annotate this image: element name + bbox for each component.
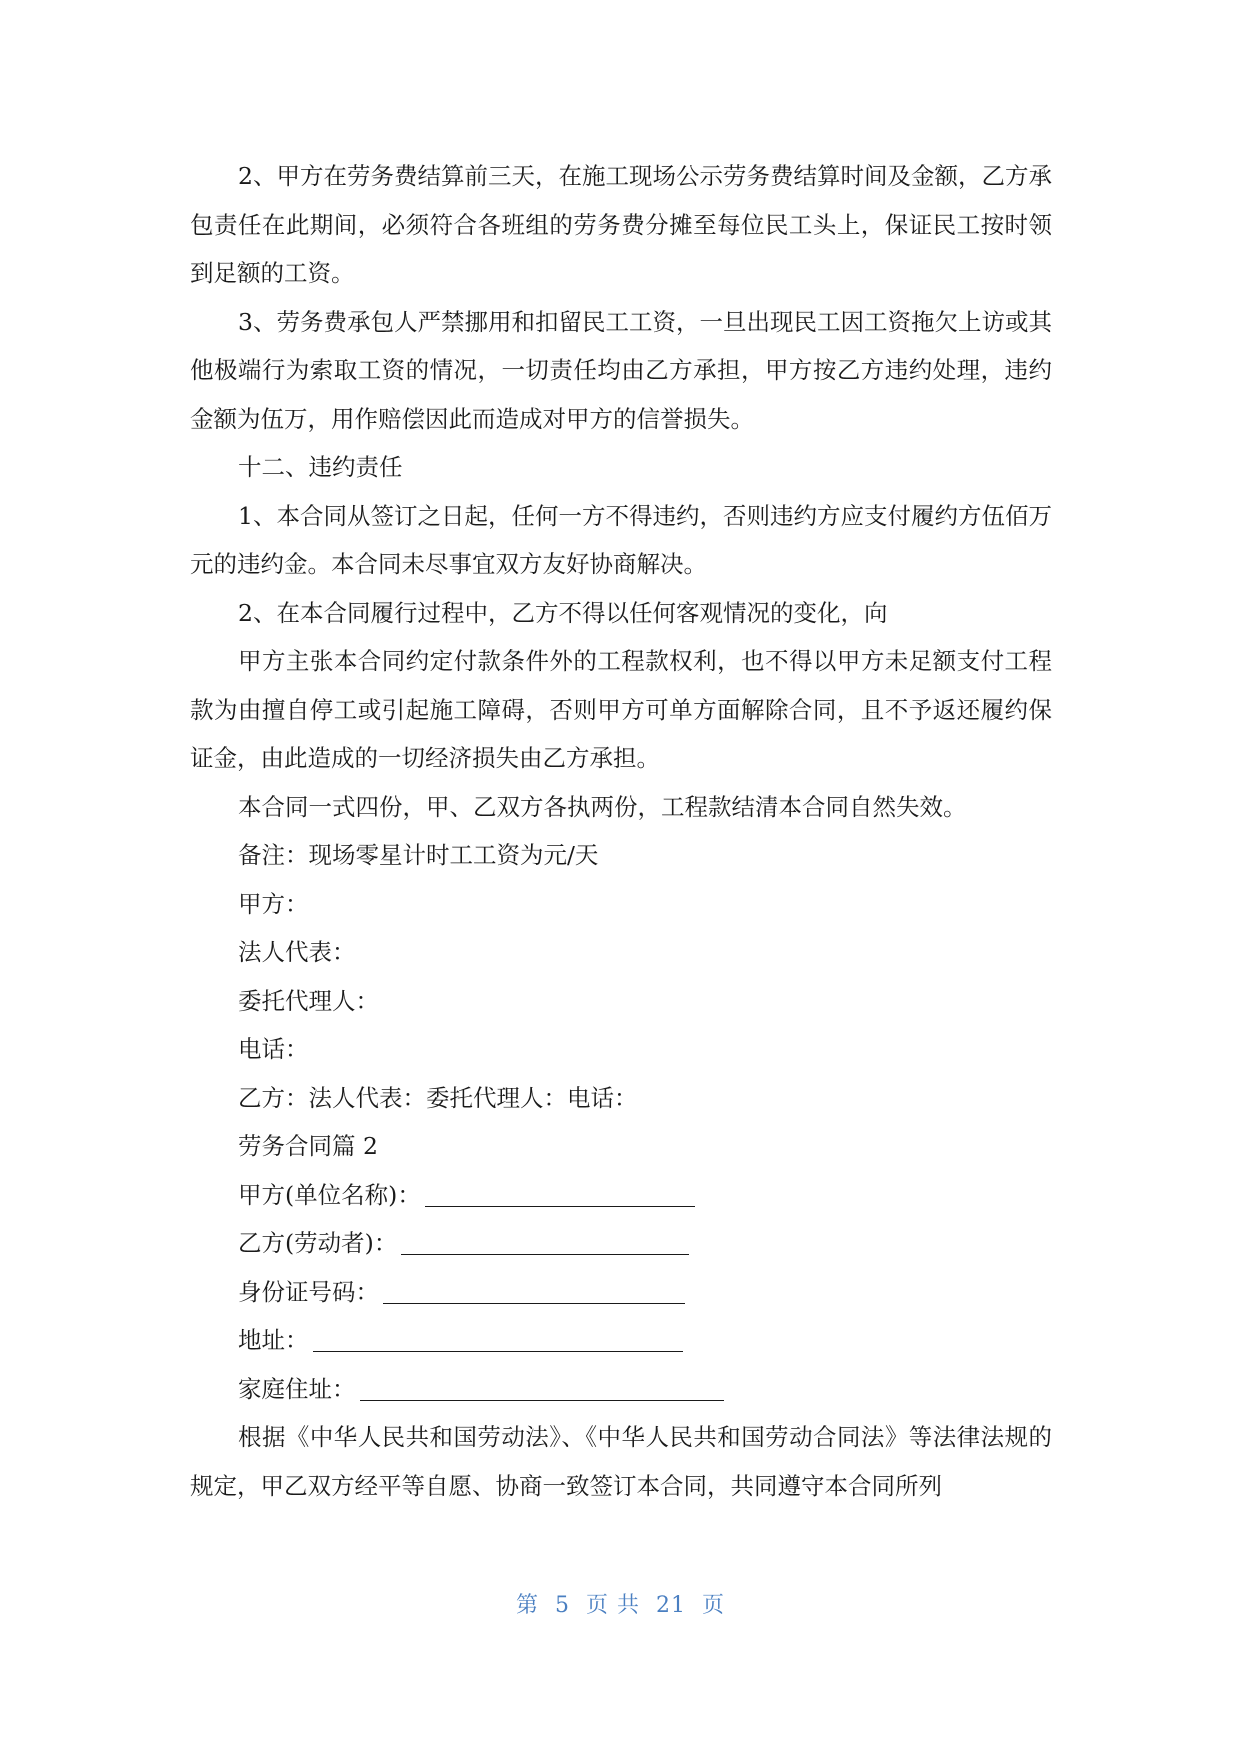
form-field-label: 身份证号码： — [238, 1277, 379, 1306]
form-field-label: 家庭住址： — [238, 1374, 356, 1403]
form-field-id-number — [190, 1268, 1052, 1317]
paragraph-clause-2-settlement: 2、甲方在劳务费结算前三天，在施工现场公示劳务费结算时间及金额，乙方承包责任在此期间，必须符合各班组的劳务费分摊至每位民工头上，保证民工按时领到足额的工资。 — [190, 162, 1052, 287]
paragraph-clause-3-wage: 3、劳务费承包人严禁挪用和扣留民工工资，一旦出现民工因工资拖欠上访或其他极端行为索取工资的情况，一切责任均由乙方承担，甲方按乙方违约处理，违约金额为伍万，用作赔偿因此而造成对甲方的信誉损失。 — [190, 307, 1052, 433]
form-field-label: 地址： — [238, 1326, 309, 1354]
contract-subtitle: 劳务合同篇 2 — [238, 1132, 378, 1160]
section-heading-breach: 十二、违约责任 — [238, 453, 403, 481]
legal-rep-label: 法人代表： — [238, 938, 356, 966]
form-field-label: 甲方(单位名称)： — [238, 1180, 421, 1209]
party-a-label: 甲方： — [238, 889, 309, 918]
party-b-signature-line: 乙方：法人代表：委托代理人：电话： — [238, 1083, 638, 1112]
phone-label: 电话： — [238, 1035, 309, 1063]
page-number-footer: 第 5 页 共 21 页 — [516, 1593, 725, 1618]
paragraph-copies: 本合同一式四份，甲、乙双方各执两份，工程款结清本合同自然失效。 — [238, 792, 967, 821]
form-field-label: 乙方(劳动者)： — [238, 1229, 398, 1257]
paragraph-remark: 备注：现场零星计时工工资为元/天 — [238, 841, 599, 869]
blank-line — [401, 1228, 689, 1255]
blank-line — [313, 1325, 683, 1352]
form-field-employee — [190, 1219, 1052, 1268]
blank-line — [425, 1180, 695, 1207]
form-field-address — [190, 1316, 1052, 1365]
document-body — [190, 152, 1052, 1510]
paragraph-breach-1: 1、本合同从签订之日起，任何一方不得违约，否则违约方应支付履约方伍佰万元的违约金。本合同未尽事宜双方友好协商解决。 — [190, 501, 1052, 578]
paragraph-breach-2-continued: 甲方主张本合同约定付款条件外的工程款权利，也不得以甲方未足额支付工程款为由擅自停工或引起施工障碍，否则甲方可单方面解除合同，且不予返还履约保证金，由此造成的一切经济损失由乙方承担。 — [190, 647, 1052, 772]
paragraph-legal-basis: 根据《中华人民共和国劳动法》、《中华人民共和国劳动合同法》等法律法规的规定，甲乙双方经平等自愿、协商一致签订本合同，共同遵守本合同所列 — [190, 1423, 1052, 1500]
agent-label: 委托代理人： — [238, 986, 379, 1015]
blank-line — [360, 1374, 724, 1401]
paragraph-breach-2-start: 2、在本合同履行过程中，乙方不得以任何客观情况的变化，向 — [238, 598, 888, 627]
blank-line — [383, 1277, 685, 1304]
form-field-home-address — [190, 1365, 1052, 1414]
form-field-employer — [190, 1171, 1052, 1220]
